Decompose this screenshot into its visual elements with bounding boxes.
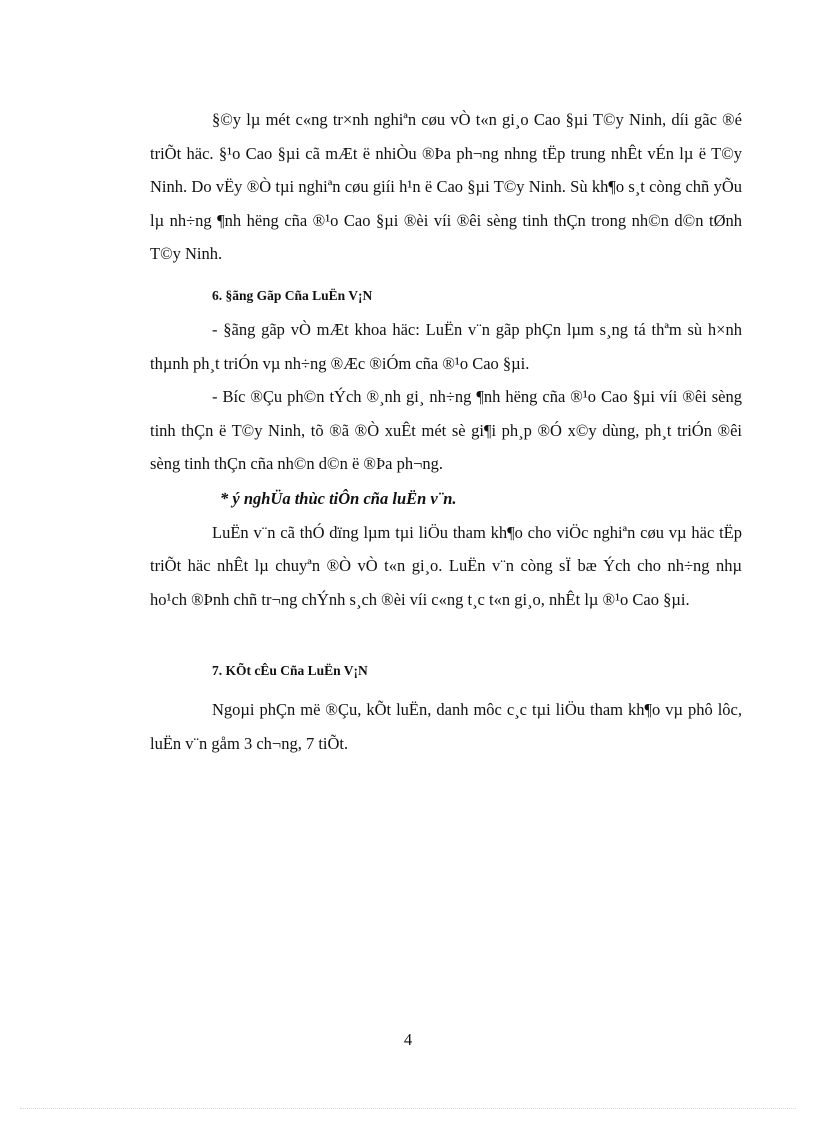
paragraph-analysis-contribution: - Bíc ®Çu ph©n tÝch ®¸nh gi¸ nh÷ng ¶nh hëng cña ®¹o Cao §µi víi ®êi sèng tinh thÇn ë T©y Ninh, tõ ®ã ®Ò xuÊt mét sè gi¶i ph¸p ®Ó x©y dùng, ph¸t triÓn ®êi sèng tinh thÇn cña nh©n d©n ë ®Þa ph¬ng.	[150, 387, 742, 473]
intro-block	[150, 103, 742, 271]
paragraph-scientific-contribution: - §ãng gãp vÒ mÆt khoa häc: LuËn v¨n gãp phÇn lµm s¸ng tá thªm sù h×nh thµnh ph¸t triÓn vµ nh÷ng ®Æc ®iÓm cña ®¹o Cao §µi.	[150, 320, 742, 373]
page-number: 4	[403, 1030, 413, 1049]
significance-section	[150, 482, 742, 616]
paragraph-practical-significance: LuËn v¨n cã thÓ dïng lµm tµi liÖu tham kh¶o cho viÖc nghiªn cøu vµ häc tËp triÕt häc nhÊt lµ chuyªn ®Ò vÒ t«n gi¸o. LuËn v¨n còng sÏ bæ Ých cho nh÷ng nhµ ho¹ch ®Þnh chñ tr¬ng chÝnh s¸ch ®èi víi c«ng t¸c t«n gi¸o, nhÊt lµ ®¹o Cao §µi.	[150, 522, 742, 609]
contribution-body	[150, 313, 742, 481]
footer-divider	[20, 1108, 796, 1109]
contribution-section	[150, 279, 742, 313]
structure-section	[150, 654, 742, 688]
subheading-practical-significance: * ý nghÜa thùc tiÔn cña luËn v¨n.	[220, 489, 457, 508]
structure-body	[150, 693, 742, 760]
section-heading-structure: 7. KÕt cÊu Cña LuËn V¡N	[212, 663, 368, 678]
paragraph-scope: §©y lµ mét c«ng tr×nh nghiªn cøu vÒ t«n gi¸o Cao §µi T©y Ninh, díi gãc ®é triÕt häc. §¹o Cao §µi cã mÆt ë nhiÒu ®Þa ph¬ng nhng tËp trung nhÊt vÉn lµ ë T©y Ninh. Do vËy ®Ò tµi nghiªn cøu giíi h¹n ë Cao §µi T©y Ninh. Sù kh¶o s¸t còng chñ yÕu lµ nh÷ng ¶nh hëng cña ®¹o Cao §µi ®èi víi ®êi sèng tinh thÇn trong nh©n d©n tØnh T©y Ninh.	[150, 110, 742, 263]
section-heading-contribution: 6. §ãng Gãp Cña LuËn V¡N	[212, 288, 373, 303]
paragraph-structure: Ngoµi phÇn më ®Çu, kÕt luËn, danh môc c¸c tµi liÖu tham kh¶o vµ phô lôc, luËn v¨n gåm 3 ch¬ng, 7 tiÕt.	[150, 700, 742, 753]
